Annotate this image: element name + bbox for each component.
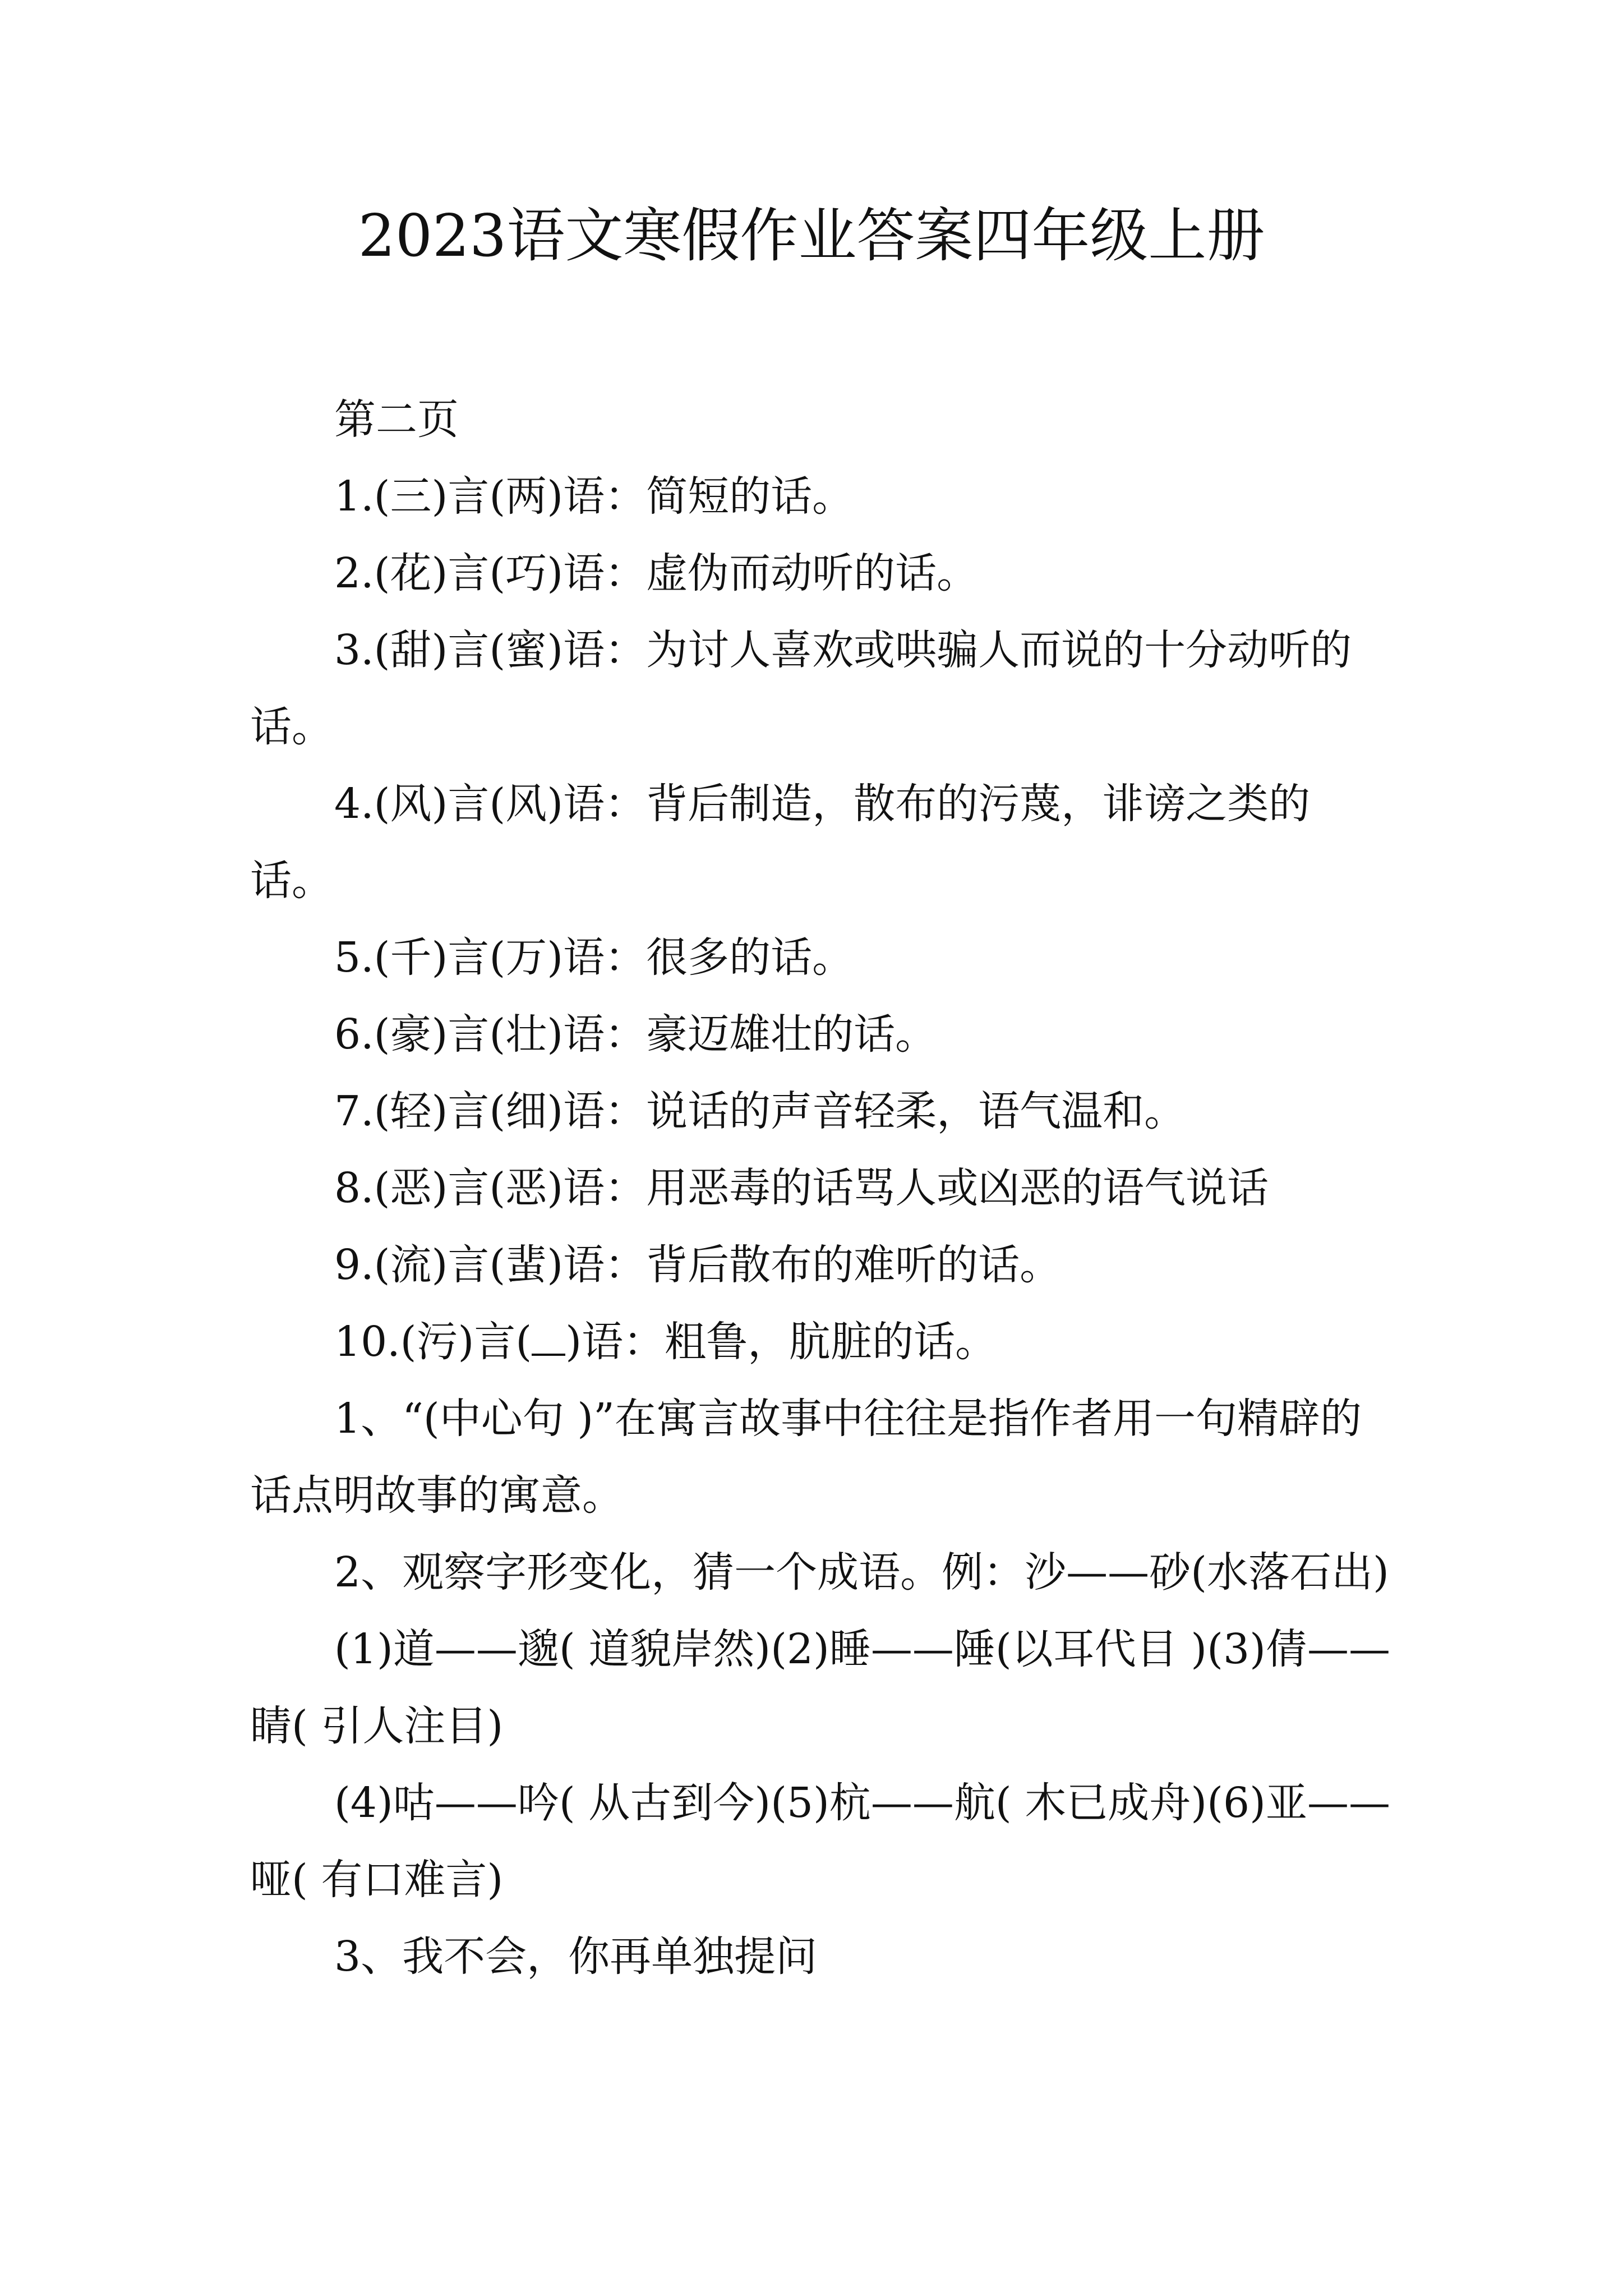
question-2-answers-b: (4)咕——吟( 从古到今)(5)杭——航( 木已成舟)(6)亚——哑( 有口难言) bbox=[250, 1779, 1390, 1904]
answer-item-10 bbox=[250, 1304, 1391, 1381]
fill-in-blank bbox=[532, 1320, 565, 1356]
answer-item-10-suffix: )语：粗鲁，肮脏的话。 bbox=[565, 1318, 997, 1366]
answer-item-8: 8.(恶)言(恶)语：用恶毒的话骂人或凶恶的语气说话 bbox=[334, 1164, 1269, 1212]
answer-item-4: 4.(风)言(风)语：背后制造，散布的污蔑，诽谤之类的话。 bbox=[250, 780, 1311, 905]
answer-item-1: 1.(三)言(两)语：简短的话。 bbox=[334, 472, 854, 521]
section-heading: 第二页 bbox=[334, 395, 459, 444]
question-3: 3、我不会，你再单独提问 bbox=[334, 1932, 818, 1981]
question-2: 2、观察字形变化，猜一个成语。例：沙——砂(水落石出) bbox=[334, 1548, 1389, 1596]
question-1: 1、“(中心句 )”在寓言故事中往往是指作者用一句精辟的话点明故事的寓意。 bbox=[250, 1395, 1362, 1520]
answer-item-2: 2.(花)言(巧)语：虚伪而动听的话。 bbox=[334, 549, 979, 597]
answer-item-6: 6.(豪)言(壮)语：豪迈雄壮的话。 bbox=[334, 1010, 937, 1059]
answer-item-7: 7.(轻)言(细)语：说话的声音轻柔，语气温和。 bbox=[334, 1087, 1186, 1135]
answer-item-5: 5.(千)言(万)语：很多的话。 bbox=[334, 933, 854, 982]
answer-item-3: 3.(甜)言(蜜)语：为讨人喜欢或哄骗人而说的十分动听的话。 bbox=[250, 626, 1352, 751]
question-2-answers-a: (1)道——邈( 道貌岸然)(2)睡——陲(以耳代目 )(3)倩——睛( 引人注目) bbox=[250, 1625, 1390, 1750]
document-title: 2023语文寒假作业答案四年级上册 bbox=[358, 201, 1265, 270]
answer-item-10-prefix: 10.(污)言( bbox=[334, 1318, 532, 1366]
document-body bbox=[250, 381, 1391, 1995]
answer-item-9: 9.(流)言(蜚)语：背后散布的难听的话。 bbox=[334, 1241, 1062, 1289]
